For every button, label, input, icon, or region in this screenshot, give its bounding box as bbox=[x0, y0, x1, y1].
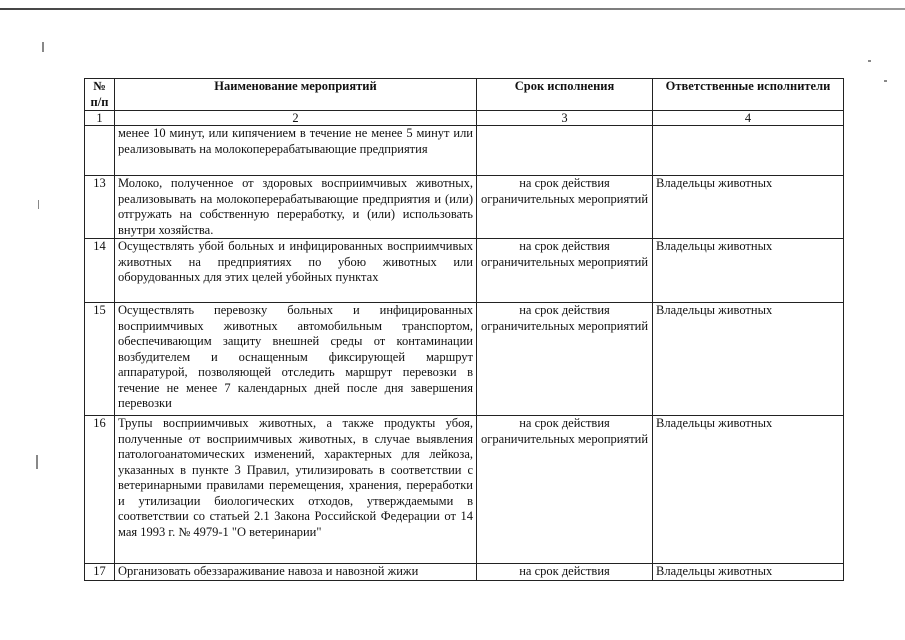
header-num: № п/п bbox=[85, 79, 115, 111]
header-responsible: Ответственные исполнители bbox=[653, 79, 844, 111]
row-responsible: Владельцы животных bbox=[653, 416, 844, 564]
row-term: на срок действия ограничительных мероприятий bbox=[477, 176, 653, 239]
scan-edge-line bbox=[0, 8, 905, 10]
col-number: 1 bbox=[85, 111, 115, 126]
row-desc: Трупы восприимчивых животных, а также продукты убоя, полученные от восприимчивых животных, в случае выявления патологоанатомических изменений, характерных для лейкоза, указанных в пункте 3 Правил, утилизировать в соответствии с ветеринарными правилами перемещения, хранения, переработки и утилизации биологических отходов, утверждаемыми в соответствии со статьей 2.1 Закона Российской Федерации от 14 мая 1993 г. № 4979-1 "О ветеринарии" bbox=[115, 416, 477, 564]
row-term bbox=[477, 126, 653, 176]
row-num: 16 bbox=[85, 416, 115, 564]
row-num: 14 bbox=[85, 239, 115, 303]
table-row bbox=[85, 239, 844, 303]
row-responsible: Владельцы животных bbox=[653, 176, 844, 239]
measures-table bbox=[84, 78, 844, 581]
row-responsible: Владельцы животных bbox=[653, 239, 844, 303]
row-term: на срок действия ограничительных мероприятий bbox=[477, 239, 653, 303]
header-name: Наименование мероприятий bbox=[115, 79, 477, 111]
scan-speck bbox=[884, 80, 887, 82]
table-row bbox=[85, 126, 844, 176]
header-term: Срок исполнения bbox=[477, 79, 653, 111]
table-row bbox=[85, 416, 844, 564]
row-responsible bbox=[653, 126, 844, 176]
row-responsible: Владельцы животных bbox=[653, 564, 844, 581]
col-number: 3 bbox=[477, 111, 653, 126]
row-desc: Организовать обеззараживание навоза и навозной жижи bbox=[115, 564, 477, 581]
row-desc: Осуществлять убой больных и инфицированных восприимчивых животных на предприятиях по убою животных или оборудованных для этих целей убойных пунктах bbox=[115, 239, 477, 303]
scan-speck bbox=[868, 60, 871, 62]
row-num: 15 bbox=[85, 303, 115, 416]
row-desc: менее 10 минут, или кипячением в течение не менее 5 минут или реализовывать на молокоперерабатывающие предприятия bbox=[115, 126, 477, 176]
table-row bbox=[85, 303, 844, 416]
row-num bbox=[85, 126, 115, 176]
col-number: 4 bbox=[653, 111, 844, 126]
row-desc: Осуществлять перевозку больных и инфицированных восприимчивых животных автомобильным транспортом, обеспечивающим защиту внешней среды от контаминации возбудителем и оснащенным фиксирующей маршрут аппаратурой, позволяющей отследить маршрут перевозки в течение не менее 7 календарных дней после дня завершения перевозки bbox=[115, 303, 477, 416]
table-row bbox=[85, 176, 844, 239]
col-number: 2 bbox=[115, 111, 477, 126]
scan-speck bbox=[42, 42, 44, 52]
scan-speck bbox=[36, 455, 38, 469]
scan-speck bbox=[38, 200, 39, 209]
row-term: на срок действия ограничительных мероприятий bbox=[477, 416, 653, 564]
row-num: 17 bbox=[85, 564, 115, 581]
row-responsible: Владельцы животных bbox=[653, 303, 844, 416]
table-row bbox=[85, 564, 844, 581]
row-num: 13 bbox=[85, 176, 115, 239]
row-term: на срок действия ограничительных мероприятий bbox=[477, 303, 653, 416]
row-desc: Молоко, полученное от здоровых восприимчивых животных, реализовывать на молокоперерабатывающие предприятия и (или) отгружать на собственную переработку, и (или) использовать внутри хозяйства. bbox=[115, 176, 477, 239]
row-term: на срок действия bbox=[477, 564, 653, 581]
header-row bbox=[85, 79, 844, 111]
column-number-row bbox=[85, 111, 844, 126]
